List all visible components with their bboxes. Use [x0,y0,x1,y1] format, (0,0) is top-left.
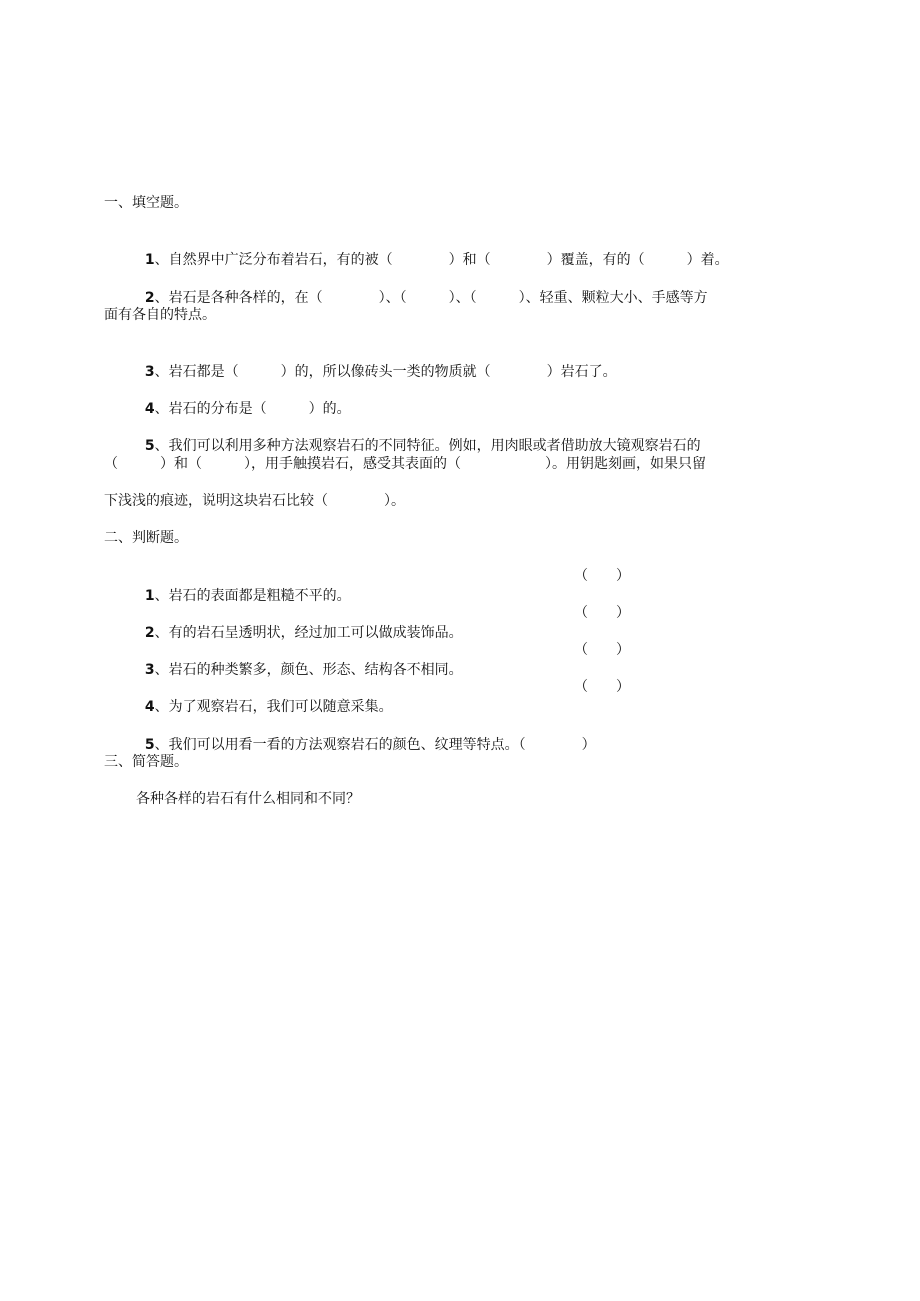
tf-question-1 [136,566,351,604]
question-number: 2 [144,625,155,641]
tf-answer-bracket-3: （ ） [574,642,630,658]
tf-answer-bracket-4: （ ） [574,679,630,695]
tf-question-3 [136,640,463,678]
fill-question-5-line-3: 下浅浅的痕迹，说明这块岩石比较（ ）。 [104,493,405,509]
question-text: 、为了观察岩石，我们可以随意采集。 [154,699,393,715]
question-number: 3 [144,364,155,380]
tf-answer-bracket-1: （ ） [574,568,630,584]
question-text: 、岩石都是（ ）的，所以像砖头一类的物质就（ ）岩石了。 [154,364,617,380]
fill-question-4 [136,379,351,417]
tf-question-4 [136,677,393,715]
tf-question-2 [136,603,463,641]
fill-question-3 [136,342,617,380]
question-number: 1 [144,252,155,268]
question-text: 、我们可以用看一看的方法观察岩石的颜色、纹理等特点。（ ） [154,737,596,753]
question-number: 5 [144,737,155,753]
section-heading-fill-blank: 一、填空题。 [104,195,188,211]
section-heading-short-answer: 三、简答题。 [104,754,188,770]
question-number: 3 [144,662,155,678]
question-text: 、我们可以利用多种方法观察岩石的不同特征。例如，用肉眼或者借助放大镜观察岩石的 [154,438,701,454]
fill-question-5-line-2: （ ）和（ ），用手触摸岩石，感受其表面的（ ）。用钥匙刻画，如果只留 [104,456,706,472]
tf-question-5 [136,715,596,753]
fill-question-1 [136,230,729,268]
fill-question-2-line-2: 面有各自的特点。 [104,307,216,323]
fill-question-5-line-1 [136,416,701,454]
question-number: 1 [144,588,155,604]
question-number: 5 [144,438,155,454]
short-answer-question: 各种各样的岩石有什么相同和不同？ [136,791,360,807]
section-heading-true-false: 二、判断题。 [104,530,188,546]
question-text: 、岩石是各种各样的，在（ ）、（ ）、（ ）、轻重、颗粒大小、手感等方 [154,290,708,306]
question-text: 、岩石的分布是（ ）的。 [154,401,351,417]
question-text: 、有的岩石呈透明状，经过加工可以做成装饰品。 [154,625,463,641]
question-number: 4 [144,401,155,417]
tf-answer-bracket-2: （ ） [574,605,630,621]
fill-question-2-line-1 [136,268,708,306]
question-text: 、岩石的种类繁多，颜色、形态、结构各不相同。 [154,662,463,678]
question-number: 4 [144,699,155,715]
question-text: 、自然界中广泛分布着岩石，有的被（ ）和（ ）覆盖，有的（ ）着。 [154,252,729,268]
question-text: 、岩石的表面都是粗糙不平的。 [154,588,351,604]
question-number: 2 [144,290,155,306]
